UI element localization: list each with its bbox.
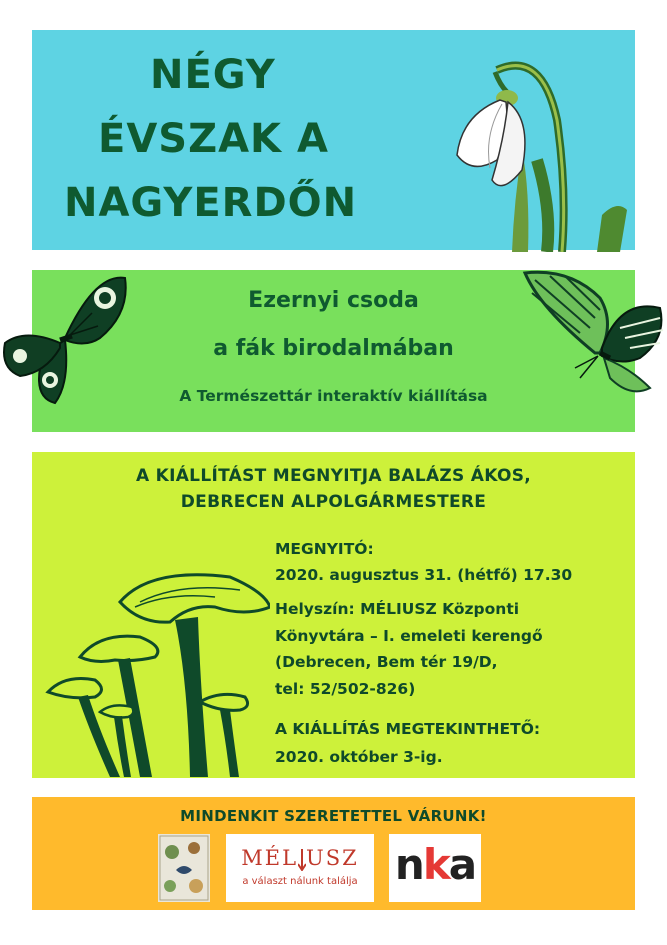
meliusz-name-part-b: USZ	[306, 846, 359, 870]
viewable-label: A KIÁLLÍTÁS MEGTEKINTHETŐ:	[275, 720, 541, 738]
meliusz-logo	[226, 834, 374, 902]
subtitle-line-1: Ezernyi csoda	[248, 288, 419, 313]
nka-letter-k: k	[422, 840, 449, 889]
info-panel	[32, 452, 635, 778]
mushroom-illustration	[40, 562, 270, 777]
opening-heading-1: A KIÁLLÍTÁST MEGNYITJA BALÁZS ÁKOS,	[135, 466, 532, 486]
opening-datetime: 2020. augusztus 31. (hétfő) 17.30	[275, 566, 573, 584]
welcome-text: MINDENKIT SZERETETTEL VÁRUNK!	[180, 807, 487, 825]
footer-panel	[32, 797, 635, 910]
venue-line-1: Helyszín: MÉLIUSZ Központi	[275, 600, 520, 618]
opening-label: MEGNYITÓ:	[275, 540, 374, 558]
green-butterfly-illustration	[520, 268, 667, 408]
title-panel	[32, 30, 635, 250]
subtitle-line-2: a fák birodalmában	[213, 336, 454, 361]
opening-heading-2: DEBRECEN ALPOLGÁRMESTERE	[180, 492, 487, 512]
viewable-until: 2020. október 3-ig.	[275, 748, 443, 766]
peacock-butterfly-illustration	[0, 268, 130, 408]
title-line-1: NÉGY	[150, 52, 276, 98]
exhibition-book-cover	[158, 834, 210, 902]
meliusz-tagline: a választ nálunk találja	[242, 876, 358, 887]
subtitle-line-3: A Természettár interaktív kiállítása	[179, 387, 488, 405]
nka-letter-n: n	[394, 840, 423, 889]
title-line-2: ÉVSZAK A	[98, 116, 329, 162]
venue-line-4: tel: 52/502-826)	[275, 680, 416, 698]
venue-line-3: (Debrecen, Bem tér 19/D,	[275, 653, 498, 671]
nka-logo	[389, 834, 481, 902]
venue-line-2: Könyvtára – I. emeleti kerengő	[275, 627, 543, 645]
title-line-3: NAGYERDŐN	[64, 180, 358, 226]
nka-letter-a: a	[448, 840, 476, 889]
snowdrop-illustration	[402, 40, 632, 252]
meliusz-name-part-a: MÉL	[241, 846, 299, 870]
